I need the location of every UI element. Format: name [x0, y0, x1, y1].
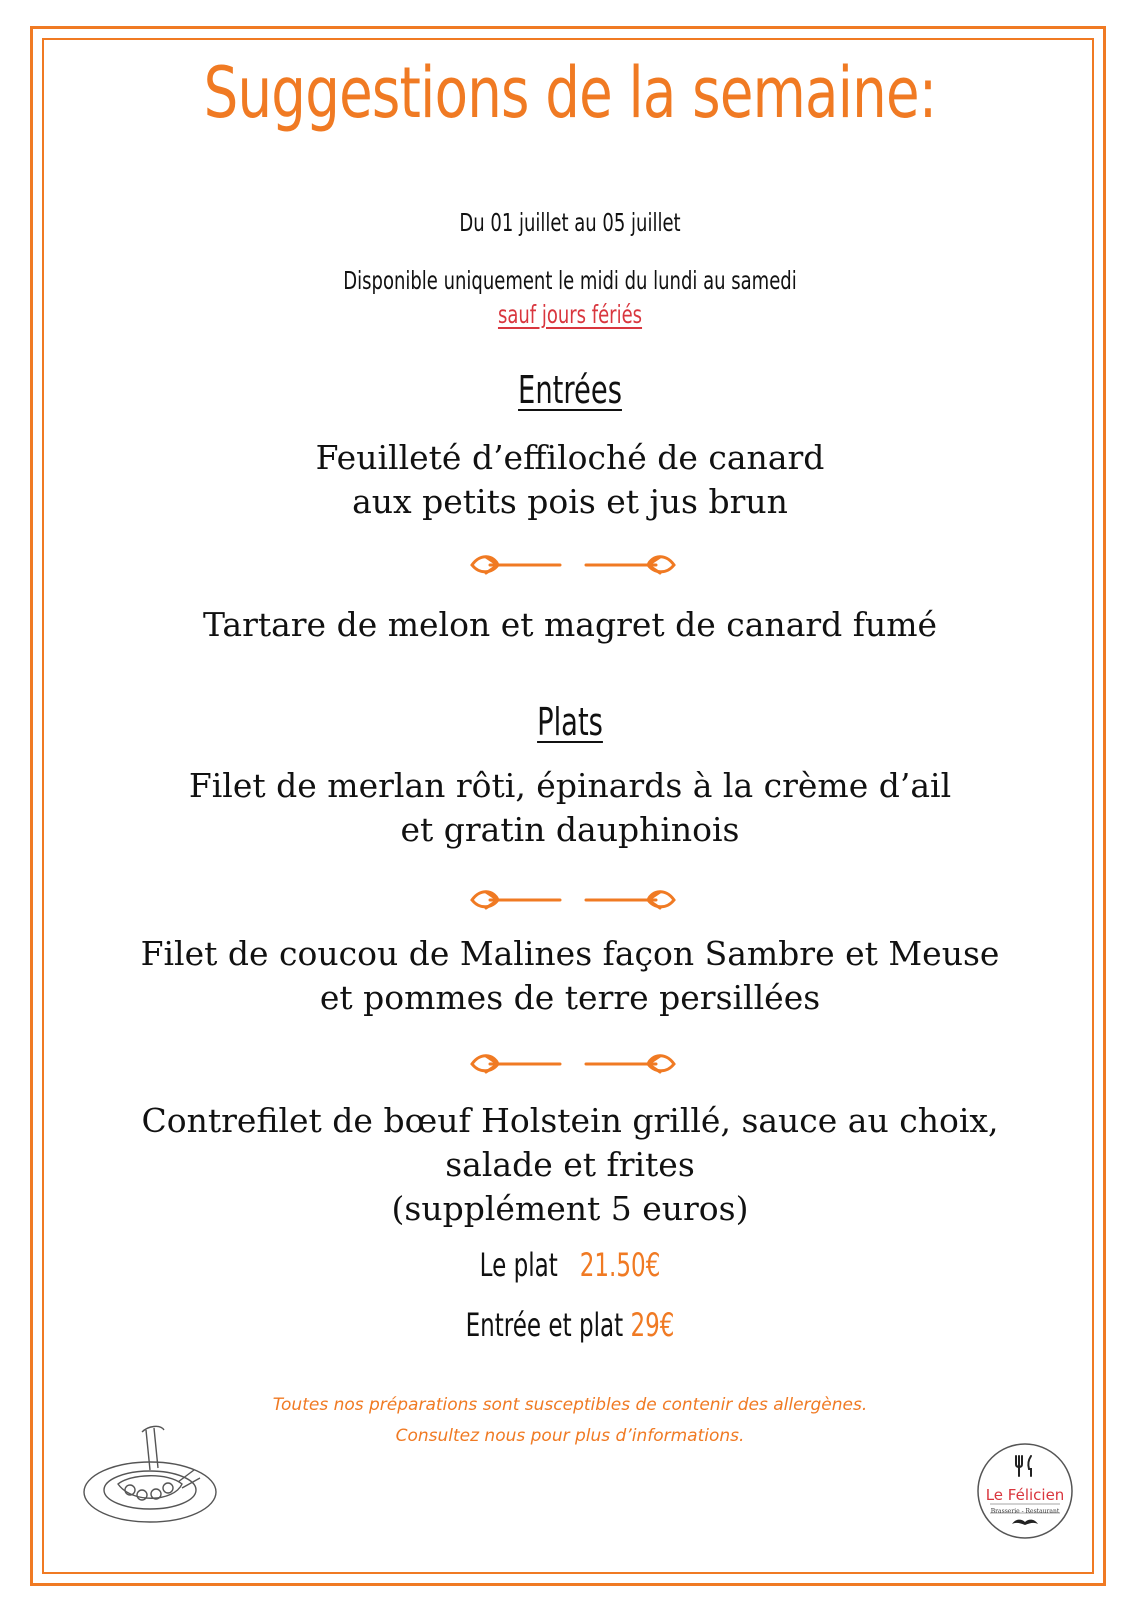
section-heading-entrees: Entrées [518, 368, 622, 412]
dish-plat-3 [0, 1099, 1140, 1231]
dish-line: aux petits pois et jus brun [352, 482, 788, 521]
allergen-line: Toutes nos préparations sont susceptibles de contenir des allergènes. [272, 1395, 868, 1415]
dish-plat-2 [0, 932, 1140, 1020]
price-amount: 21.50€ [579, 1246, 661, 1284]
page-title: Suggestions de la semaine: [203, 52, 937, 134]
dish-entree-2 [0, 603, 1140, 647]
dish-line: salade et frites [445, 1145, 695, 1184]
allergen-note [190, 1390, 950, 1452]
holiday-exception: sauf jours fériés [497, 300, 643, 329]
availability-note: Disponible uniquement le midi du lundi au samedi [343, 266, 797, 295]
dish-line: Filet de merlan rôti, épinards à la crème d’ail [188, 766, 952, 805]
allergen-line: Consultez nous pour plus d’informations. [395, 1426, 745, 1446]
leaf-divider-icon [468, 545, 678, 585]
dish-line: Contrefilet de bœuf Holstein grillé, sauce au choix, [141, 1101, 999, 1140]
price-amount: 29€ [630, 1306, 675, 1344]
dish-entree-1 [0, 436, 1140, 524]
dish-line: Tartare de melon et magret de canard fumé [202, 605, 938, 644]
plate-illustration-icon [78, 1422, 228, 1532]
dish-line: (supplément 5 euros) [391, 1189, 749, 1228]
price-label: Le plat [479, 1246, 558, 1284]
price-label: Entrée et plat [465, 1306, 624, 1344]
dish-line: et pommes de terre persillées [319, 978, 821, 1017]
leaf-divider-icon [468, 1044, 678, 1084]
logo-name: Le Félicien [985, 1486, 1065, 1504]
dish-line: Feuilleté d’effiloché de canard [315, 438, 825, 477]
section-heading-plats: Plats [537, 700, 603, 744]
dish-plat-1 [0, 764, 1140, 852]
date-range: Du 01 juillet au 05 juillet [459, 208, 681, 237]
price-plat [160, 1246, 981, 1284]
dish-line: Filet de coucou de Malines façon Sambre et Meuse [140, 934, 1000, 973]
leaf-divider-icon [468, 880, 678, 920]
dish-line: et gratin dauphinois [400, 810, 740, 849]
logo-tagline: Brasserie - Restaurant [990, 1508, 1060, 1515]
price-entree-plat [160, 1306, 981, 1344]
